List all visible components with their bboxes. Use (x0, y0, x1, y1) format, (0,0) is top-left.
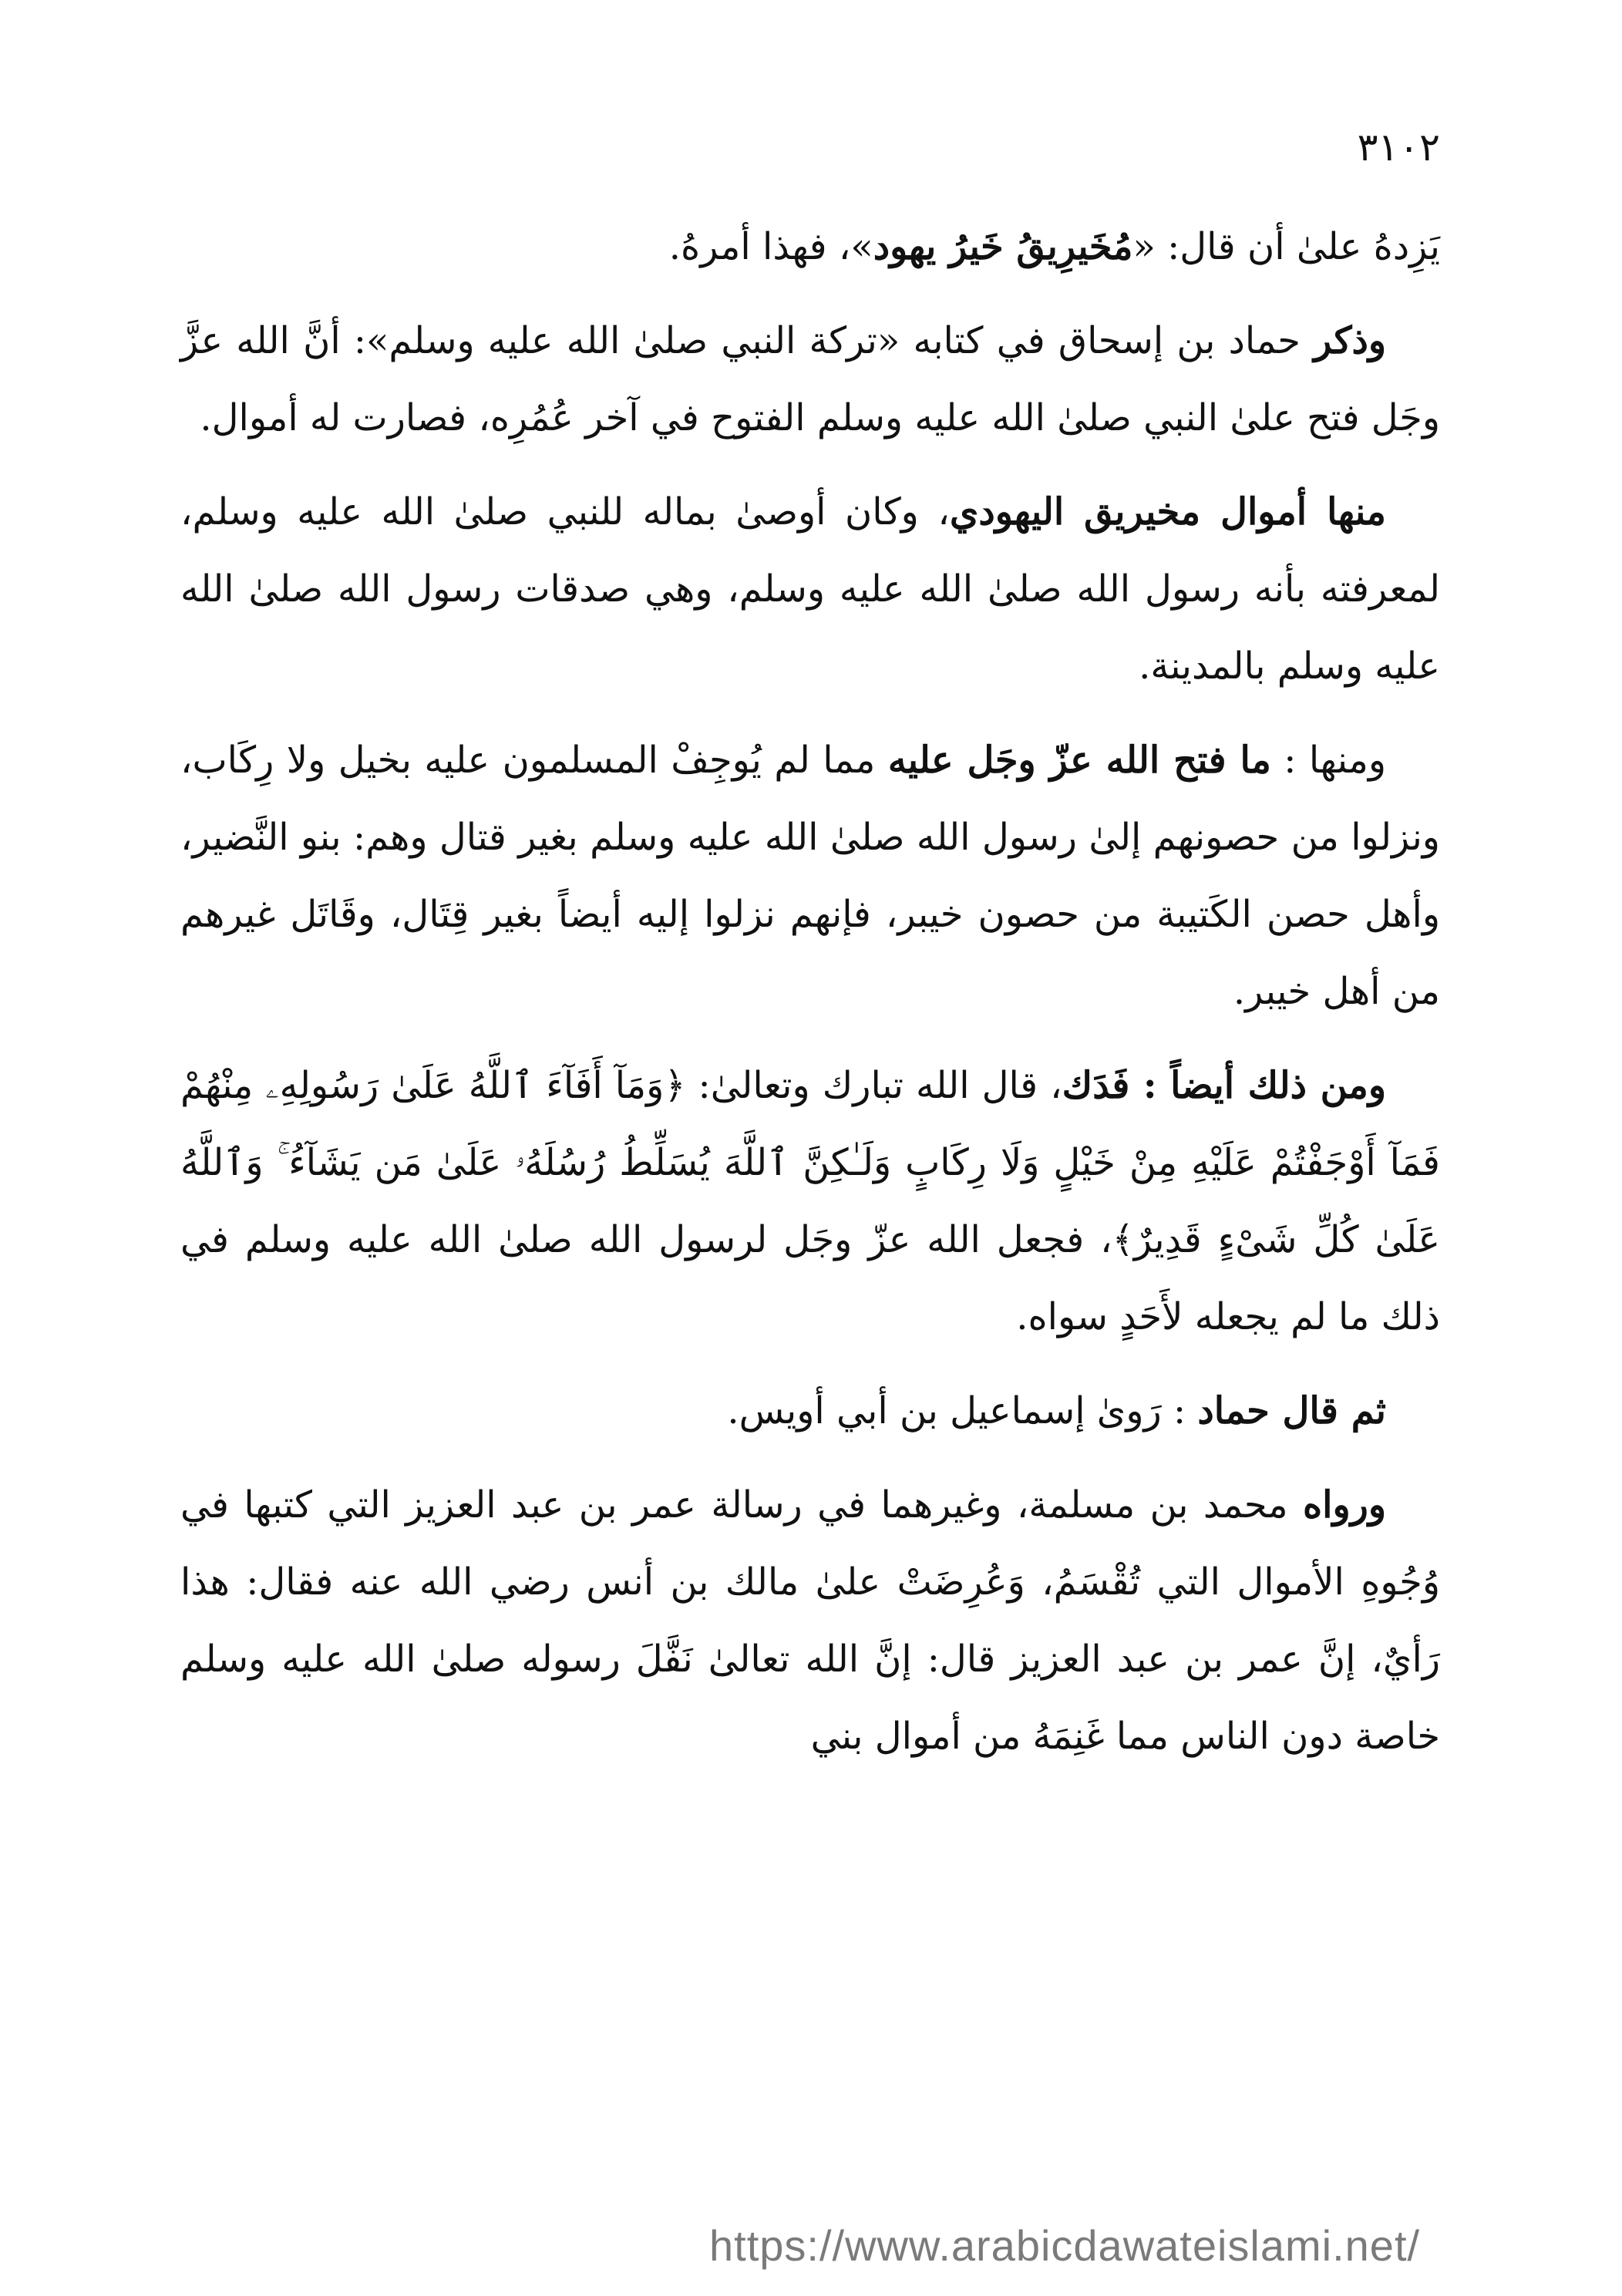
body-text: : رَوىٰ إسماعيل بن أبي أويس. (727, 1389, 1198, 1432)
paragraph (180, 1372, 1440, 1449)
bold-text: وذكر (1314, 319, 1386, 362)
body-text: مما لم يُوجِفْ المسلمون عليه بخيل ولا رِكَاب، ونزلوا من حصونهم إلىٰ رسول الله صلىٰ الله عليه وسلم بغير قتال وهم: بنو النَّضير، وأهل حصن الكَتيبة من حصون خيبر، فإنهم نزلوا إليه أيضاً بغير قِتَال، وقَاتَل غيرهم من أهل خيبر. (180, 739, 1440, 1013)
page-number: ٣١٠٢ (1357, 125, 1440, 170)
body-text: محمد بن مسلمة، وغيرهما في رسالة عمر بن عبد العزيز التي كتبها في وُجُوهِ الأموال التي تُقْسَمُ، وَعُرِضَتْ علىٰ مالك بن أنس رضي الله عنه فقال: هذا رَأيٌ، إنَّ عمر بن عبد العزيز قال: إنَّ الله تعالىٰ نَفَّلَ رسوله صلىٰ الله عليه وسلم خاصة دون الناس مما غَنِمَهُ من أموال بني (180, 1483, 1441, 1758)
footer-url[interactable]: https://www.arabicdawateislami.net/ (709, 2221, 1421, 2270)
bold-text: منها أموال مخيريق اليهودي (949, 490, 1387, 534)
paragraph (180, 208, 1440, 285)
paragraph (180, 1047, 1440, 1355)
paragraph (180, 473, 1440, 705)
paragraph (180, 722, 1440, 1030)
body-text: ، قال الله تبارك وتعالىٰ: (685, 1064, 1062, 1107)
page-body (180, 208, 1440, 1792)
body-text: حماد بن إسحاق في كتابه «تركة النبي صلىٰ الله عليه وسلم»: أنَّ الله عزَّ وجَل فتح علىٰ النبي صلىٰ الله عليه وسلم الفتوح في آخر عُمُرِه، فصارت له أموال. (180, 319, 1440, 439)
bold-text: مُخَيرِيقُ خَيرُ يهود (873, 225, 1133, 268)
bold-text: ومن ذلك أيضاً : فَدَك (1062, 1064, 1387, 1107)
bold-text: ما فتح الله عزّ وجَل عليه (887, 739, 1271, 782)
body-text: ، وكان أوصىٰ بماله للنبي صلىٰ الله عليه وسلم، لمعرفته بأنه رسول الله صلىٰ الله عليه وسلم، وهي صدقات رسول الله صلىٰ الله عليه وسلم بالمدينة. (180, 490, 1440, 688)
quran-verse: ﴿وَمَآ أَفَآءَ ٱللَّهُ عَلَىٰ رَسُولِهِۦ مِنْهُمْ فَمَآ أَوْجَفْتُمْ عَلَيْهِ مِنْ خَيْلٍ وَلَا رِكَابٍ وَلَـٰكِنَّ ٱللَّهَ يُسَلِّطُ رُسُلَهُۥ عَلَىٰ مَن يَشَآءُ ۚ وَٱللَّهُ عَلَىٰ كُلِّ شَىْءٍ قَدِيرٌ﴾ (180, 1064, 1441, 1261)
body-text: »، فهذا أمرهُ. (668, 225, 873, 268)
bold-text: ورواه (1302, 1483, 1386, 1527)
body-text: يَزِدهُ علىٰ أن قال: « (1132, 225, 1440, 268)
paragraph (180, 302, 1440, 456)
body-text: ، فجعل الله عزّ وجَل لرسول الله صلىٰ الله عليه وسلم في ذلك ما لم يجعله لأَحَدٍ سواه. (180, 1218, 1440, 1338)
body-text: ومنها : (1270, 739, 1387, 782)
paragraph (180, 1466, 1440, 1775)
bold-text: ثم قال حماد (1197, 1389, 1386, 1432)
